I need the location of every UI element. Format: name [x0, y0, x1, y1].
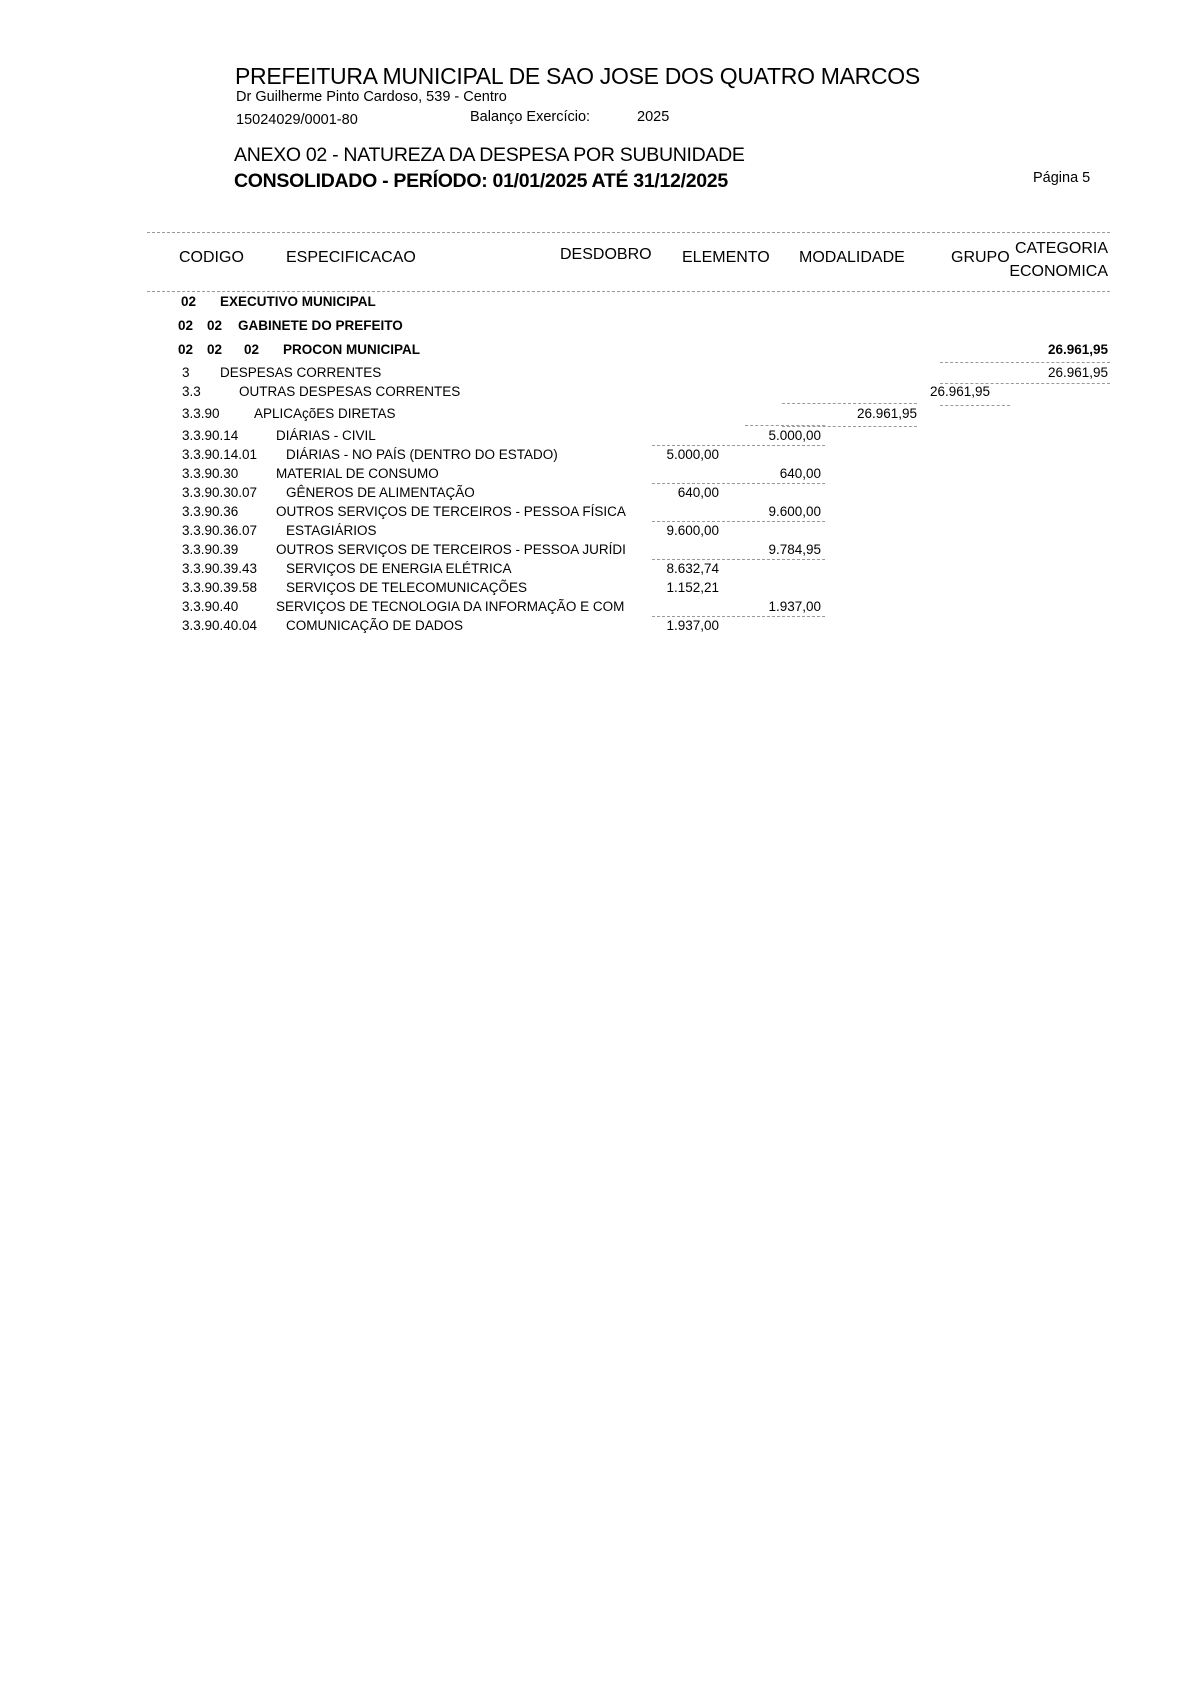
row-code: 3.3.90.30: [182, 466, 239, 481]
row-code: 3.3.90.39: [182, 542, 239, 557]
row-value-categoria: 26.961,95: [1047, 365, 1108, 380]
row-desc: DIÁRIAS - CIVIL: [276, 428, 376, 443]
desdobro-rule: [652, 483, 825, 484]
row-code: 3.3: [182, 384, 201, 399]
orgao-name: EXECUTIVO MUNICIPAL: [220, 294, 376, 309]
row-desc: DIÁRIAS - NO PAÍS (DENTRO DO ESTADO): [286, 447, 558, 462]
row-value-elemento: 9.784,95: [768, 542, 821, 557]
row-code: 3.3.90.36: [182, 504, 239, 519]
row-value-elemento: 640,00: [779, 466, 821, 481]
row-code: 3.3.90.36.07: [182, 523, 258, 538]
orgao-code: 02: [181, 294, 197, 309]
desdobro-rule: [652, 616, 825, 617]
col-economica: ECONOMICA: [1009, 263, 1108, 280]
row-code: 3.3.90: [182, 406, 220, 421]
col-codigo: CODIGO: [179, 249, 244, 266]
col-desdobro: DESDOBRO: [560, 246, 652, 263]
balanco-label: Balanço Exercício:: [470, 109, 591, 125]
row-code: 3.3.90.40.04: [182, 618, 258, 633]
header-top-rule: [147, 232, 1110, 233]
row-code: 3.3.90.39.43: [182, 561, 258, 576]
desdobro-rule: [652, 521, 825, 522]
row-desc: ESTAGIÁRIOS: [286, 523, 377, 538]
row-value-elemento: 9.600,00: [768, 504, 821, 519]
subunidade-code-3: 02: [244, 342, 260, 357]
row-code: 3: [182, 365, 190, 380]
row-value-desdobro: 9.600,00: [666, 523, 719, 538]
col-grupo: GRUPO: [951, 249, 1010, 266]
row-value-desdobro: 8.632,74: [666, 561, 719, 576]
col-especificacao: ESPECIFICACAO: [286, 249, 416, 266]
page-number: Página 5: [1033, 170, 1091, 186]
col-categoria: CATEGORIA: [1014, 240, 1108, 257]
modalidade-rule-bottom: [782, 426, 917, 427]
row-desc: OUTROS SERVIÇOS DE TERCEIROS - PESSOA JURÍDI: [276, 542, 626, 557]
row-value-desdobro: 1.937,00: [666, 618, 719, 633]
col-modalidade: MODALIDADE: [799, 249, 905, 266]
row-desc: COMUNICAÇÃO DE DADOS: [286, 618, 464, 633]
header-bottom-rule: [147, 291, 1110, 292]
row-value-modalidade: 26.961,95: [856, 406, 917, 421]
row-code: 3.3.90.39.58: [182, 580, 258, 595]
subunidade-total: 26.961,95: [1047, 342, 1108, 357]
period-title: CONSOLIDADO - PERÍODO: 01/01/2025 ATÉ 31/12/2025: [234, 170, 728, 192]
row-desc: OUTRAS DESPESAS CORRENTES: [239, 384, 461, 399]
desdobro-rule: [652, 559, 825, 560]
row-desc: MATERIAL DE CONSUMO: [276, 466, 439, 481]
categoria-rule: [940, 362, 1110, 363]
row-desc: SERVIÇOS DE TELECOMUNICAÇÕES: [286, 580, 528, 595]
col-elemento: ELEMENTO: [682, 249, 770, 266]
row-desc: DESPESAS CORRENTES: [220, 365, 382, 380]
grupo-rule-bottom: [940, 405, 1010, 406]
row-desc: SERVIÇOS DE TECNOLOGIA DA INFORMAÇÃO E COM: [276, 599, 625, 614]
modalidade-rule-top: [782, 403, 917, 404]
row-code: 3.3.90.14.01: [182, 447, 258, 462]
address: Dr Guilherme Pinto Cardoso, 539 - Centro: [236, 89, 507, 105]
row-value-desdobro: 5.000,00: [666, 447, 719, 462]
row-desc: GÊNEROS DE ALIMENTAÇÃO: [286, 485, 475, 500]
annex-title: ANEXO 02 - NATUREZA DA DESPESA POR SUBUNIDADE: [234, 144, 745, 166]
subunidade-code-1: 02: [178, 342, 194, 357]
row-code: 3.3.90.30.07: [182, 485, 258, 500]
row-value-grupo: 26.961,95: [929, 384, 990, 399]
row-value-elemento: 1.937,00: [768, 599, 821, 614]
row-code: 3.3.90.14: [182, 428, 239, 443]
elemento-rule: [745, 425, 825, 426]
row-desc: APLICAçõES DIRETAS: [254, 406, 396, 421]
row-code: 3.3.90.40: [182, 599, 239, 614]
exercise-year: 2025: [637, 109, 670, 125]
cnpj: 15024029/0001-80: [236, 112, 358, 128]
subunidade-name: PROCON MUNICIPAL: [283, 342, 420, 357]
unidade-name: GABINETE DO PREFEITO: [238, 318, 403, 333]
unidade-code-2: 02: [207, 318, 223, 333]
subunidade-code-2: 02: [207, 342, 223, 357]
desdobro-rule: [652, 445, 825, 446]
row-desc: OUTROS SERVIÇOS DE TERCEIROS - PESSOA FÍSICA: [276, 504, 626, 519]
row-value-elemento: 5.000,00: [768, 428, 821, 443]
page-title: PREFEITURA MUNICIPAL DE SAO JOSE DOS QUATRO MARCOS: [235, 63, 920, 89]
row-value-desdobro: 1.152,21: [666, 580, 719, 595]
unidade-code-1: 02: [178, 318, 194, 333]
row-value-desdobro: 640,00: [677, 485, 719, 500]
row-desc: SERVIÇOS DE ENERGIA ELÉTRICA: [286, 561, 512, 576]
